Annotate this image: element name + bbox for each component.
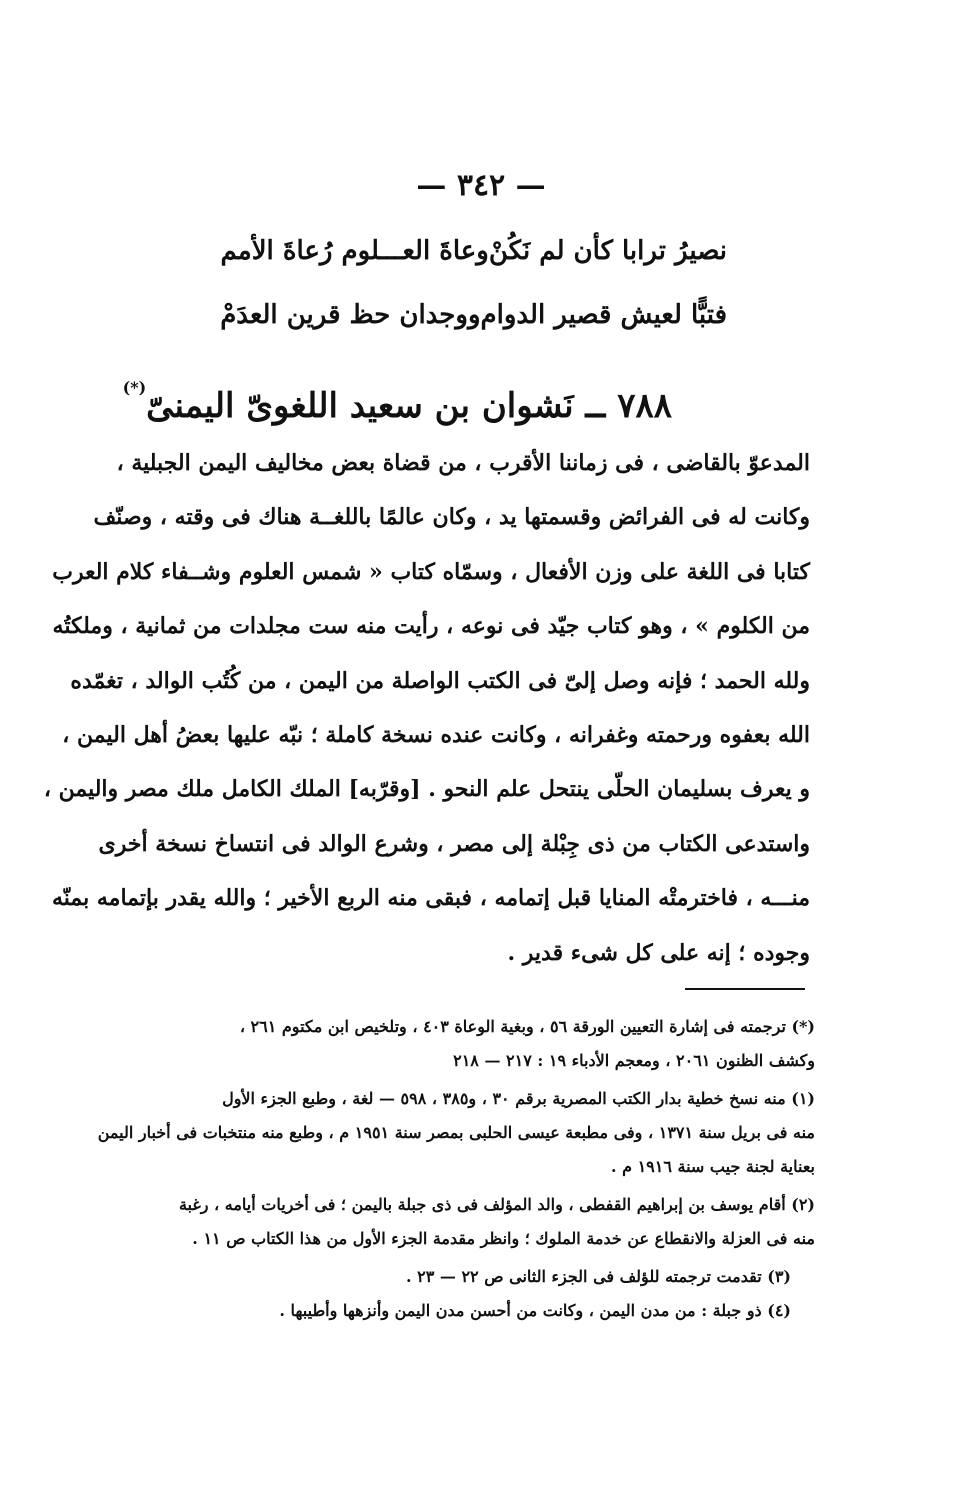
body-line: و يعرف بسليمان الحلّى ينتحل علم النحو . [وقرّبه] الملك الكامل ملك مصر واليمن ، (43, 776, 810, 803)
body-line: واستدعى الكتاب من ذى جِبْلة إلى مصر ، وشرع الوالد فى انتساخ نسخة أخرى (98, 830, 810, 857)
verse-line-1 (220, 236, 727, 266)
footnote-line: وكشف الظنون ٢٠٦١ ، ومعجم الأدباء ١٩ : ٢١٧ — ٢١٨ (453, 1051, 815, 1070)
entry-title: ٧٨٨ ــ نَشوان بن سعيد اللغوىّ اليمنىّ (146, 386, 672, 426)
footnote-marker: (*) (122, 378, 147, 397)
body-line: كتابا فى اللغة على وزن الأفعال ، وسمّاه كتاب « شمس العلوم وشــفاء كلام العرب (52, 558, 810, 585)
page-number: — ٣٤٢ — (416, 168, 546, 203)
body-line: من الكلوم » ، وهو كتاب جيّد فى نوعه ، رأيت منه ست مجلدات من ثمانية ، وملكتُه (52, 613, 810, 640)
footnote-line: منه فى بريل سنة ١٣٧١ ، وفى مطبعة عيسى الحلبى بمصر سنة ١٩٥١ م ، وطبع منه منتخبات فى أخبار اليمن (97, 1123, 815, 1142)
footnote-divider (685, 988, 805, 990)
footnotes (97, 1010, 815, 1328)
footnote-line: (٤) ذو جبلة : من مدن اليمن ، وكانت من أحسن مدن اليمن وأنزهها وأطيبها . (279, 1301, 791, 1320)
body-line: وكانت له فى الفرائض وقسمتها يد ، وكان عالمًا باللغــة هناك فى وقته ، وصنّف (93, 504, 810, 531)
verse-line-2 (220, 300, 727, 330)
verse-hemistich-first: نصيرُ ترابا كأن لم نَكُنْ (488, 236, 727, 266)
verse-hemistich-second: ووجدان حظ قرين العدَمْ (220, 300, 481, 330)
body-line: ولله الحمد ؛ فإنه وصل إلىّ فى الكتب الواصلة من اليمن ، من كُتُب الوالد ، تغمّده (70, 667, 810, 694)
verse-hemistich-second: وعاةَ العـــلوم رُعاةَ الأمم (220, 236, 489, 266)
body-line: منـــه ، فاخترمتْه المنايا قبل إتمامه ، فبقى منه الربع الأخير ؛ والله يقدر بإتمامه بمنّه (51, 885, 810, 912)
footnote-line: (٣) تقدمت ترجمته للؤلف فى الجزء الثانى ص ٢٢ — ٢٣ . (405, 1267, 791, 1286)
footnote-line: بعناية لجنة جيب سنة ١٩١٦ م . (610, 1157, 815, 1176)
body-line: الله بعفوه ورحمته وغفرانه ، وكانت عنده نسخة كاملة ؛ نبّه عليها بعضُ أهل اليمن ، (62, 721, 810, 748)
body-line: وجوده ؛ إنه على كل شىء قدير . (507, 939, 810, 966)
entry-heading (123, 378, 672, 426)
body-line: المدعوّ بالقاضى ، فى زماننا الأقرب ، من قضاة بعض مخاليف اليمن الجبلية ، (116, 450, 810, 476)
footnote-line: (٢) أقام يوسف بن إبراهيم القفطى ، والد المؤلف فى ذى جبلة باليمن ؛ فى أخريات أيامه ، رغبة (178, 1195, 815, 1214)
footnote-line: (*) ترجمته فى إشارة التعيين الورقة ٥٦ ، وبغية الوعاة ٤٠٣ ، وتلخيص ابن مكتوم ٢٦١ ، (239, 1017, 815, 1036)
footnote-line: منه فى العزلة والانقطاع عن خدمة الملوك ؛ وانظر مقدمة الجزء الأول من هذا الكتاب ص ١١ . (192, 1229, 815, 1248)
footnote-line: (١) منه نسخ خطية بدار الكتب المصرية برقم ٣٠ ، و٣٨٥ ، ٥٩٨ — لغة ، وطبع الجزء الأول (222, 1089, 815, 1108)
entry-body (43, 436, 810, 980)
verse-hemistich-first: فتبًّا لعيش قصير الدوام (480, 300, 727, 330)
